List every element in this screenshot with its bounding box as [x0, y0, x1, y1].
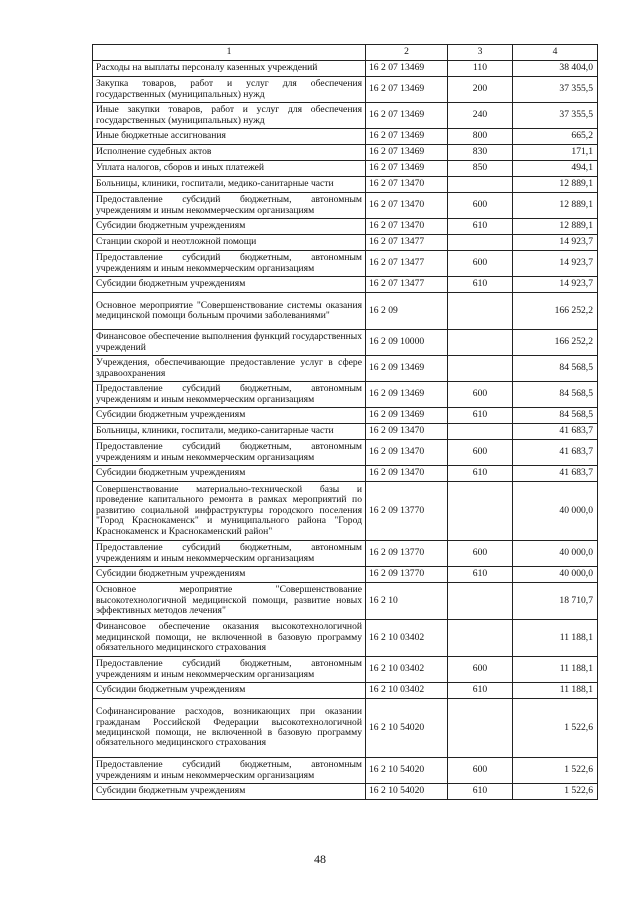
- row-sum: 12 889,1: [513, 193, 598, 219]
- table-row: [93, 541, 598, 567]
- row-name: Предоставление субсидий бюджетным, автономным учреждениям и иным некоммерческим организациям: [93, 541, 366, 567]
- row-sum: 40 000,0: [513, 482, 598, 541]
- table-row: [93, 193, 598, 219]
- row-name: Субсидии бюджетным учреждениям: [93, 567, 366, 583]
- row-code: 16 2 07 13469: [366, 161, 448, 177]
- row-code: 16 2 07 13470: [366, 177, 448, 193]
- row-sum: 12 889,1: [513, 177, 598, 193]
- row-code: 16 2 10 03402: [366, 620, 448, 657]
- row-sum: 41 683,7: [513, 466, 598, 482]
- header-col-3: 3: [448, 45, 513, 61]
- table-row: [93, 356, 598, 382]
- page-number: 48: [314, 852, 326, 866]
- row-code: 16 2 10: [366, 583, 448, 620]
- row-sum: 14 923,7: [513, 277, 598, 293]
- table-row: [93, 620, 598, 657]
- row-name: Субсидии бюджетным учреждениям: [93, 277, 366, 293]
- row-sum: 37 355,5: [513, 77, 598, 103]
- table-row: [93, 382, 598, 408]
- header-col-2: 2: [366, 45, 448, 61]
- row-code: 16 2 07 13469: [366, 145, 448, 161]
- row-vr: 600: [448, 541, 513, 567]
- row-name: Субсидии бюджетным учреждениям: [93, 683, 366, 699]
- table-row: [93, 177, 598, 193]
- row-sum: 1 522,6: [513, 699, 598, 758]
- row-sum: 1 522,6: [513, 784, 598, 800]
- row-vr: 240: [448, 103, 513, 129]
- row-sum: 41 683,7: [513, 424, 598, 440]
- row-name: Уплата налогов, сборов и иных платежей: [93, 161, 366, 177]
- row-vr: 610: [448, 683, 513, 699]
- row-sum: 171,1: [513, 145, 598, 161]
- row-name: Закупка товаров, работ и услуг для обеспечения государственных (муниципальных) нужд: [93, 77, 366, 103]
- table-row: [93, 408, 598, 424]
- row-name: Субсидии бюджетным учреждениям: [93, 784, 366, 800]
- row-vr: 610: [448, 277, 513, 293]
- row-code: 16 2 09 13470: [366, 424, 448, 440]
- table-row: [93, 219, 598, 235]
- row-code: 16 2 07 13469: [366, 77, 448, 103]
- row-name: Основное мероприятие "Совершенствование системы оказания медицинской помощи больным прочими заболеваниями": [93, 293, 366, 330]
- budget-table-sheet: [92, 44, 597, 800]
- row-name: Финансовое обеспечение выполнения функций государственных учреждений: [93, 330, 366, 356]
- row-code: 16 2 07 13470: [366, 193, 448, 219]
- row-vr: [448, 356, 513, 382]
- table-row: [93, 424, 598, 440]
- row-vr: 600: [448, 193, 513, 219]
- row-code: 16 2 09 13469: [366, 382, 448, 408]
- table-row: [93, 466, 598, 482]
- row-sum: 41 683,7: [513, 440, 598, 466]
- row-code: 16 2 10 03402: [366, 683, 448, 699]
- row-name: Исполнение судебных актов: [93, 145, 366, 161]
- table-row: [93, 683, 598, 699]
- row-vr: 600: [448, 657, 513, 683]
- table-row: [93, 330, 598, 356]
- row-vr: [448, 235, 513, 251]
- row-code: 16 2 07 13477: [366, 235, 448, 251]
- row-vr: 610: [448, 567, 513, 583]
- row-code: 16 2 07 13477: [366, 251, 448, 277]
- table-row: [93, 657, 598, 683]
- table-row: [93, 293, 598, 330]
- row-code: 16 2 09: [366, 293, 448, 330]
- table-row: [93, 440, 598, 466]
- row-vr: [448, 583, 513, 620]
- row-name: Станции скорой и неотложной помощи: [93, 235, 366, 251]
- row-name: Субсидии бюджетным учреждениям: [93, 219, 366, 235]
- row-name: Иные закупки товаров, работ и услуг для обеспечения государственных (муниципальных) нужд: [93, 103, 366, 129]
- row-code: 16 2 10 03402: [366, 657, 448, 683]
- table-row: [93, 77, 598, 103]
- row-name: Совершенствование материально-технической базы и проведение капитального ремонта в рамках мероприятий по развитию социальной инфраструктуры городского поселения "Город Краснокаменск" и муниципального района "Город Краснокаменск и Краснокаменский район": [93, 482, 366, 541]
- row-code: 16 2 07 13469: [366, 129, 448, 145]
- row-vr: [448, 482, 513, 541]
- row-name: Предоставление субсидий бюджетным, автономным учреждениям и иным некоммерческим организациям: [93, 382, 366, 408]
- row-sum: 11 188,1: [513, 620, 598, 657]
- table-row: [93, 482, 598, 541]
- row-sum: 84 568,5: [513, 382, 598, 408]
- row-name: Субсидии бюджетным учреждениям: [93, 408, 366, 424]
- row-code: 16 2 09 13770: [366, 541, 448, 567]
- table-row: [93, 235, 598, 251]
- row-code: 16 2 09 13470: [366, 440, 448, 466]
- row-sum: 18 710,7: [513, 583, 598, 620]
- row-name: Больницы, клиники, госпитали, медико-санитарные части: [93, 424, 366, 440]
- row-sum: 166 252,2: [513, 293, 598, 330]
- row-code: 16 2 10 54020: [366, 758, 448, 784]
- row-name: Учреждения, обеспечивающие предоставление услуг в сфере здравоохранения: [93, 356, 366, 382]
- row-name: Предоставление субсидий бюджетным, автономным учреждениям и иным некоммерческим организациям: [93, 758, 366, 784]
- row-code: 16 2 10 54020: [366, 784, 448, 800]
- row-name: Предоставление субсидий бюджетным, автономным учреждениям и иным некоммерческим организациям: [93, 251, 366, 277]
- row-vr: 800: [448, 129, 513, 145]
- row-sum: 166 252,2: [513, 330, 598, 356]
- table-row: [93, 567, 598, 583]
- row-sum: 494,1: [513, 161, 598, 177]
- row-name: Основное мероприятие "Совершенствование высокотехнологичной медицинской помощи, развитие новых эффективных методов лечения": [93, 583, 366, 620]
- table-body: [93, 61, 598, 800]
- row-sum: 84 568,5: [513, 408, 598, 424]
- row-vr: [448, 177, 513, 193]
- row-name: Предоставление субсидий бюджетным, автономным учреждениям и иным некоммерческим организациям: [93, 657, 366, 683]
- table-row: [93, 699, 598, 758]
- row-sum: 14 923,7: [513, 235, 598, 251]
- row-name: Субсидии бюджетным учреждениям: [93, 466, 366, 482]
- table-row: [93, 103, 598, 129]
- table-row: [93, 61, 598, 77]
- table-header-row: [93, 45, 598, 61]
- row-vr: 610: [448, 408, 513, 424]
- row-name: Иные бюджетные ассигнования: [93, 129, 366, 145]
- row-vr: [448, 293, 513, 330]
- row-sum: 1 522,6: [513, 758, 598, 784]
- row-sum: 14 923,7: [513, 251, 598, 277]
- row-sum: 11 188,1: [513, 683, 598, 699]
- row-sum: 38 404,0: [513, 61, 598, 77]
- row-name: Предоставление субсидий бюджетным, автономным учреждениям и иным некоммерческим организациям: [93, 440, 366, 466]
- row-name: Софинансирование расходов, возникающих при оказании гражданам Российской Федерации высокотехнологичной медицинской помощи, не включенной в базовую программу обязательного медицинского страхования: [93, 699, 366, 758]
- header-col-1: 1: [93, 45, 366, 61]
- row-code: 16 2 09 13770: [366, 567, 448, 583]
- table-row: [93, 758, 598, 784]
- row-vr: [448, 424, 513, 440]
- row-vr: 600: [448, 758, 513, 784]
- row-code: 16 2 07 13469: [366, 103, 448, 129]
- row-name: Финансовое обеспечение оказания высокотехнологичной медицинской помощи, не включенной в базовую программу обязательного медицинского страхования: [93, 620, 366, 657]
- row-code: 16 2 09 13469: [366, 356, 448, 382]
- row-code: 16 2 09 13469: [366, 408, 448, 424]
- row-code: 16 2 10 54020: [366, 699, 448, 758]
- row-vr: 600: [448, 382, 513, 408]
- row-vr: 600: [448, 251, 513, 277]
- row-vr: 610: [448, 784, 513, 800]
- row-name: Больницы, клиники, госпитали, медико-санитарные части: [93, 177, 366, 193]
- row-code: 16 2 09 10000: [366, 330, 448, 356]
- header-col-4: 4: [513, 45, 598, 61]
- row-vr: [448, 330, 513, 356]
- table-row: [93, 129, 598, 145]
- row-sum: 84 568,5: [513, 356, 598, 382]
- row-vr: 850: [448, 161, 513, 177]
- row-sum: 40 000,0: [513, 541, 598, 567]
- row-sum: 11 188,1: [513, 657, 598, 683]
- row-vr: [448, 699, 513, 758]
- table-row: [93, 145, 598, 161]
- row-vr: 110: [448, 61, 513, 77]
- row-vr: [448, 620, 513, 657]
- row-name: Расходы на выплаты персоналу казенных учреждений: [93, 61, 366, 77]
- row-sum: 40 000,0: [513, 567, 598, 583]
- row-vr: 600: [448, 440, 513, 466]
- row-vr: 830: [448, 145, 513, 161]
- row-code: 16 2 09 13470: [366, 466, 448, 482]
- row-code: 16 2 07 13470: [366, 219, 448, 235]
- row-vr: 610: [448, 219, 513, 235]
- row-code: 16 2 07 13469: [366, 61, 448, 77]
- table-row: [93, 583, 598, 620]
- row-sum: 37 355,5: [513, 103, 598, 129]
- table-row: [93, 784, 598, 800]
- row-vr: 610: [448, 466, 513, 482]
- row-code: 16 2 09 13770: [366, 482, 448, 541]
- table-row: [93, 251, 598, 277]
- row-name: Предоставление субсидий бюджетным, автономным учреждениям и иным некоммерческим организациям: [93, 193, 366, 219]
- budget-table: [92, 44, 598, 800]
- table-row: [93, 277, 598, 293]
- table-row: [93, 161, 598, 177]
- row-sum: 665,2: [513, 129, 598, 145]
- row-sum: 12 889,1: [513, 219, 598, 235]
- row-code: 16 2 07 13477: [366, 277, 448, 293]
- row-vr: 200: [448, 77, 513, 103]
